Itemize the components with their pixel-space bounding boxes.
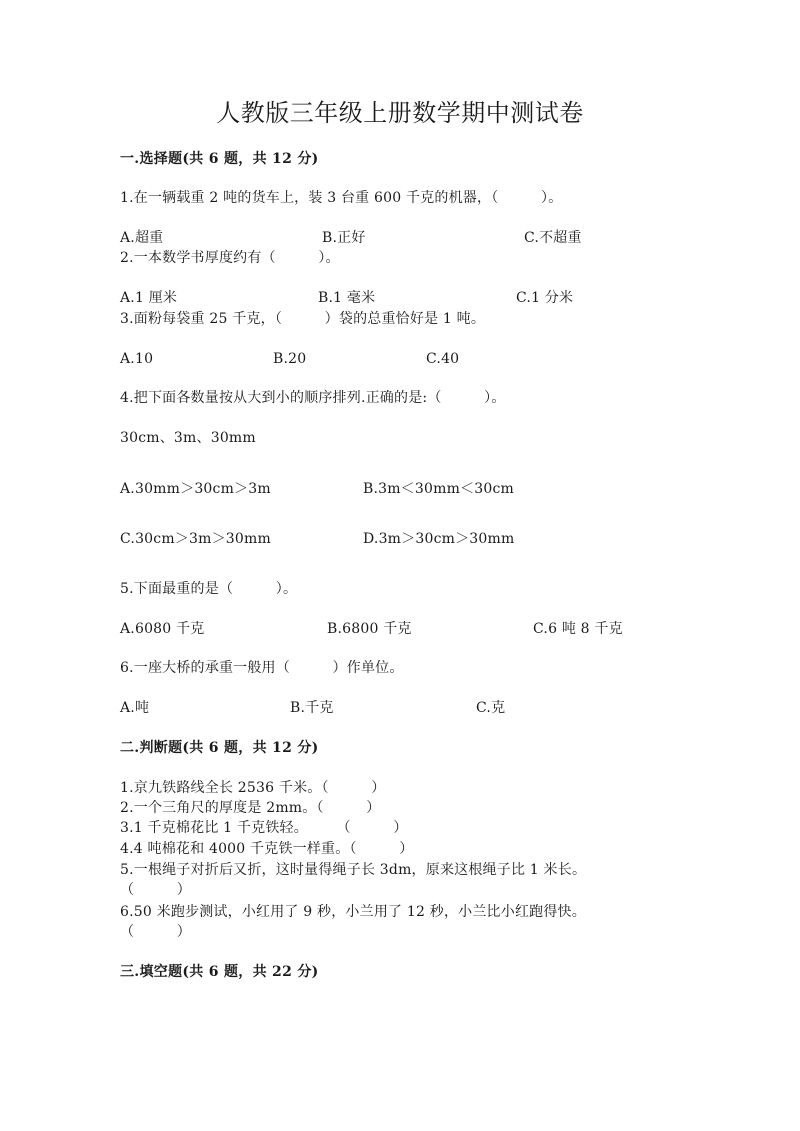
option-b: B.千克 bbox=[290, 700, 334, 716]
question-quantities: 30cm、3m、30mm bbox=[120, 430, 256, 446]
section-heading-choice: 一.选择题(共 6 题，共 12 分) bbox=[120, 151, 319, 167]
question-stem: 2.一本数学书厚度约有（ ）。 bbox=[120, 250, 340, 266]
list-item: 5.一根绳子对折后又折，这时量得绳子长 3dm，原来这根绳子比 1 米长。 bbox=[120, 862, 587, 878]
question-stem: 4.把下面各数量按从大到小的顺序排列.正确的是:（ ）。 bbox=[120, 390, 506, 406]
list-item: 2.一个三角尺的厚度是 2mm。（ ） bbox=[120, 800, 381, 816]
section-heading-fill-in: 三.填空题(共 6 题，共 22 分) bbox=[120, 964, 319, 980]
question-stem: 5.下面最重的是（ ）。 bbox=[120, 581, 298, 597]
question-stem: 3.面粉每袋重 25 千克，（ ）袋的总重恰好是 1 吨。 bbox=[120, 311, 486, 327]
option-c: C.40 bbox=[426, 351, 460, 367]
option-c: C.30cm＞3m＞30mm bbox=[120, 531, 271, 547]
list-item: 1.京九铁路线全长 2536 千米。（ ） bbox=[120, 780, 386, 796]
question-stem: 1.在一辆载重 2 吨的货车上，装 3 台重 600 千克的机器，（ ）。 bbox=[120, 190, 563, 206]
option-a: A.10 bbox=[120, 351, 154, 367]
list-item-continuation: （ ） bbox=[120, 924, 191, 940]
section-heading-true-false: 二.判断题(共 6 题，共 12 分) bbox=[120, 740, 319, 756]
option-a: A.6080 千克 bbox=[120, 621, 205, 637]
option-b: B.正好 bbox=[322, 230, 366, 246]
option-a: A.1 厘米 bbox=[120, 290, 178, 306]
option-c: C.克 bbox=[476, 700, 506, 716]
option-a: A.吨 bbox=[120, 700, 150, 716]
page-title: 人教版三年级上册数学期中测试卷 bbox=[216, 99, 584, 127]
option-a: A.30mm＞30cm＞3m bbox=[120, 481, 271, 497]
list-item: 4.4 吨棉花和 4000 千克铁一样重。（ ） bbox=[120, 841, 414, 857]
option-b: B.6800 千克 bbox=[327, 621, 412, 637]
option-b: B.3m＜30mm＜30cm bbox=[363, 481, 515, 497]
option-c: C.1 分米 bbox=[516, 290, 574, 306]
option-d: D.3m＞30cm＞30mm bbox=[363, 531, 515, 547]
list-item: 3.1 千克棉花比 1 千克铁轻。 （ ） bbox=[120, 820, 408, 836]
option-c: C.6 吨 8 千克 bbox=[533, 621, 623, 637]
question-stem: 6.一座大桥的承重一般用（ ）作单位。 bbox=[120, 660, 404, 676]
list-item: 6.50 米跑步测试，小红用了 9 秒，小兰用了 12 秒，小兰比小红跑得快。 bbox=[120, 904, 586, 920]
option-a: A.超重 bbox=[120, 230, 164, 246]
list-item-continuation: （ ） bbox=[120, 882, 191, 898]
option-b: B.20 bbox=[273, 351, 307, 367]
option-b: B.1 毫米 bbox=[318, 290, 376, 306]
option-c: C.不超重 bbox=[524, 230, 582, 246]
